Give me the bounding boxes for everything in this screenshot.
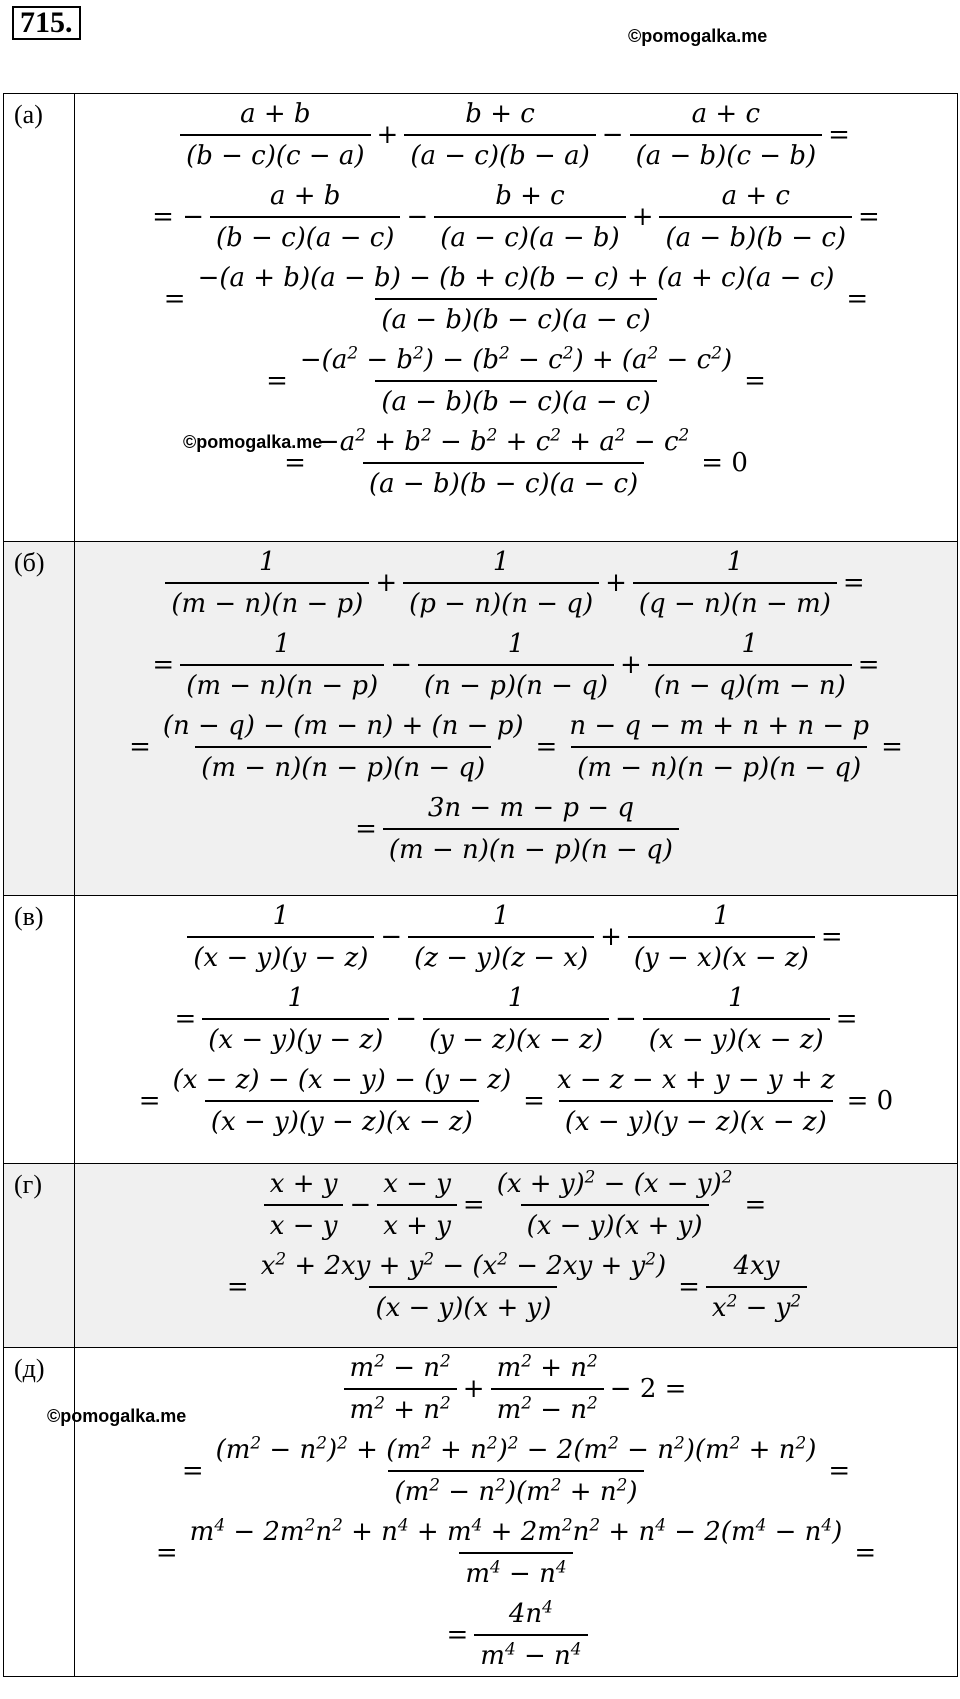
leading-operator: = bbox=[174, 1004, 197, 1034]
fraction bbox=[294, 340, 738, 422]
equation-line bbox=[75, 542, 957, 624]
fraction bbox=[210, 176, 400, 258]
operator: = bbox=[828, 120, 850, 150]
operator: − bbox=[406, 202, 429, 232]
operator: + bbox=[600, 922, 622, 952]
operator: + bbox=[619, 650, 642, 680]
operator: = bbox=[842, 568, 865, 598]
denominator: (m − n)(n − p)(n − q) bbox=[383, 828, 679, 870]
operator: = bbox=[523, 1086, 545, 1116]
operator: + bbox=[375, 568, 398, 598]
numerator: 1 bbox=[287, 983, 305, 1013]
fraction bbox=[167, 1060, 518, 1142]
numerator: $m^2 + n^2$ bbox=[496, 1350, 598, 1383]
leading-operator: = bbox=[284, 448, 306, 478]
denominator: $m^4 - n^4$ bbox=[459, 1552, 572, 1594]
numerator: $-(a^2 - b^2) - (b^2 - c^2) + (a^2 - c^2)$ bbox=[299, 342, 733, 375]
leading-operator: = bbox=[446, 1620, 469, 1650]
denominator: $x^2 - y^2$ bbox=[706, 1286, 807, 1328]
part-label: (д) bbox=[4, 1348, 75, 1677]
fraction bbox=[157, 706, 530, 788]
numerator: a + c bbox=[721, 181, 790, 211]
fraction bbox=[180, 94, 370, 176]
fraction bbox=[633, 542, 837, 624]
equation-line bbox=[75, 1164, 957, 1246]
denominator: (b − c)(a − c) bbox=[210, 216, 400, 258]
denominator: (q − n)(n − m) bbox=[633, 582, 837, 624]
denominator: (x − y)(x + y) bbox=[521, 1204, 709, 1246]
numerator: 1 bbox=[727, 983, 745, 1013]
fraction bbox=[404, 94, 595, 176]
solution-row bbox=[4, 1348, 958, 1677]
operator: + bbox=[462, 1374, 485, 1404]
solution-row bbox=[4, 542, 958, 896]
operator: − bbox=[390, 650, 412, 680]
denominator: (n − q)(m − n) bbox=[648, 664, 852, 706]
numerator: $(x + y)^2 - (x - y)^2$ bbox=[496, 1166, 733, 1199]
denominator: (a − c)(a − b) bbox=[434, 216, 625, 258]
fraction bbox=[344, 1348, 457, 1430]
fraction bbox=[264, 1164, 344, 1246]
equation-line bbox=[75, 1512, 957, 1594]
numerator: 1 bbox=[492, 901, 510, 931]
numerator: $m^2 - n^2$ bbox=[349, 1350, 451, 1383]
numerator: 4xy bbox=[733, 1251, 780, 1281]
solution-row bbox=[4, 1164, 958, 1348]
operator: + bbox=[376, 120, 399, 150]
operator: = bbox=[846, 284, 869, 314]
numerator: $-a^2 + b^2 - b^2 + c^2 + a^2 - c^2$ bbox=[317, 424, 690, 457]
leading-operator: = bbox=[155, 1538, 178, 1568]
fraction bbox=[202, 978, 389, 1060]
equation-line bbox=[75, 94, 957, 176]
leading-operator: = bbox=[226, 1272, 249, 1302]
fraction bbox=[630, 94, 823, 176]
numerator: (x − z) − (x − y) − (y − z) bbox=[172, 1065, 512, 1095]
operator: − bbox=[601, 120, 624, 150]
operator: − bbox=[349, 1190, 372, 1220]
operator: = 0 bbox=[846, 1086, 894, 1116]
numerator: 1 bbox=[741, 629, 759, 659]
operator: − bbox=[380, 922, 403, 952]
watermark-d: ©pomogalka.me bbox=[47, 1406, 187, 1426]
fraction bbox=[491, 1164, 739, 1246]
numerator: 1 bbox=[272, 901, 290, 931]
operator: = 0 bbox=[701, 448, 748, 478]
denominator: (a − b)(b − c) bbox=[659, 216, 852, 258]
numerator: $(m^2 - n^2)^2 + (m^2 + n^2)^2 - 2(m^2 - n^2)(m^2 + n^2)$ bbox=[215, 1432, 817, 1465]
denominator: (x − y)(y − z)(x − z) bbox=[559, 1100, 833, 1142]
operator: − 2 = bbox=[609, 1374, 687, 1404]
denominator: (m − n)(n − p) bbox=[180, 664, 384, 706]
denominator: $m^2 + n^2$ bbox=[344, 1388, 457, 1430]
fraction bbox=[383, 788, 679, 870]
fraction bbox=[192, 258, 841, 340]
denominator: (a − b)(c − b) bbox=[630, 134, 823, 176]
operator: = bbox=[535, 732, 558, 762]
fraction bbox=[434, 176, 625, 258]
fraction bbox=[491, 1348, 604, 1430]
numerator: 1 bbox=[259, 547, 276, 577]
leading-operator: = bbox=[152, 650, 175, 680]
fraction bbox=[563, 706, 875, 788]
fraction bbox=[408, 896, 594, 978]
denominator: (b − c)(c − a) bbox=[180, 134, 370, 176]
leading-operator: = bbox=[163, 284, 186, 314]
denominator: (n − p)(n − q) bbox=[418, 664, 614, 706]
fraction bbox=[210, 1430, 823, 1512]
denominator: (x − y)(x + y) bbox=[369, 1286, 557, 1328]
operator: = bbox=[858, 202, 880, 232]
fraction bbox=[187, 896, 374, 978]
operator: + bbox=[631, 202, 654, 232]
task-number: 715. bbox=[12, 6, 81, 40]
denominator: (z − y)(z − x) bbox=[408, 936, 594, 978]
fraction bbox=[165, 542, 369, 624]
part-solution bbox=[75, 542, 958, 896]
numerator: 1 bbox=[507, 629, 525, 659]
part-solution bbox=[75, 896, 958, 1164]
operator: − bbox=[395, 1004, 418, 1034]
leading-operator: = bbox=[266, 366, 288, 396]
watermark-top: ©pomogalka.me bbox=[628, 26, 768, 46]
part-label: (в) bbox=[4, 896, 75, 1164]
denominator: $(m^2 - n^2)(m^2 + n^2)$ bbox=[388, 1470, 643, 1512]
watermark-a: ©pomogalka.me bbox=[183, 432, 323, 452]
fraction bbox=[659, 176, 852, 258]
operator: − bbox=[614, 1004, 637, 1034]
numerator: 1 bbox=[726, 547, 744, 577]
numerator: $4n^4$ bbox=[508, 1596, 553, 1629]
equation-line bbox=[75, 1246, 957, 1328]
operator: = bbox=[857, 650, 880, 680]
denominator: (x − y)(y − z)(x − z) bbox=[205, 1100, 479, 1142]
numerator: b + c bbox=[495, 181, 565, 211]
operator: = bbox=[828, 1456, 851, 1486]
denominator: (m − n)(n − p)(n − q) bbox=[195, 746, 491, 788]
equation-line bbox=[75, 896, 957, 978]
denominator: (a − c)(b − a) bbox=[404, 134, 595, 176]
fraction bbox=[648, 624, 852, 706]
operator: = bbox=[744, 366, 766, 396]
fraction bbox=[255, 1246, 672, 1328]
solution-table bbox=[3, 93, 958, 1677]
denominator: (y − z)(x − z) bbox=[423, 1018, 609, 1060]
operator: + bbox=[605, 568, 627, 598]
solution-row bbox=[4, 896, 958, 1164]
numerator: 1 bbox=[273, 629, 291, 659]
numerator: x + y bbox=[269, 1169, 338, 1199]
denominator: (a − b)(b − c)(a − c) bbox=[375, 298, 656, 340]
part-label: (а) bbox=[4, 94, 75, 542]
numerator: a + b bbox=[269, 181, 341, 211]
numerator: x − z − x + y − y + z bbox=[556, 1065, 835, 1095]
operator: = bbox=[462, 1190, 485, 1220]
part-label: (б) bbox=[4, 542, 75, 896]
fraction bbox=[403, 542, 599, 624]
numerator: $m^4 - 2m^2n^2 + n^4 + m^4 + 2m^2n^2 + n^4 - 2(m^4 - n^4)$ bbox=[189, 1514, 843, 1547]
fraction bbox=[423, 978, 609, 1060]
fraction bbox=[643, 978, 830, 1060]
equation-line bbox=[75, 1060, 957, 1142]
denominator: $m^2 - n^2$ bbox=[491, 1388, 604, 1430]
denominator: (x − y)(x − z) bbox=[643, 1018, 830, 1060]
part-solution bbox=[75, 94, 958, 542]
denominator: (p − n)(n − q) bbox=[403, 582, 599, 624]
numerator: n − q − m + n + n − p bbox=[569, 711, 870, 741]
operator: = bbox=[835, 1004, 858, 1034]
operator: = bbox=[881, 732, 903, 762]
part-solution bbox=[75, 1164, 958, 1348]
fraction bbox=[184, 1512, 849, 1594]
fraction bbox=[474, 1594, 587, 1676]
numerator: (n − q) − (m − n) + (n − p) bbox=[162, 711, 524, 741]
numerator: a + c bbox=[691, 99, 761, 129]
leading-operator: = bbox=[138, 1086, 161, 1116]
equation-line bbox=[75, 706, 957, 788]
equation-line bbox=[75, 978, 957, 1060]
equation-line bbox=[75, 1594, 957, 1676]
numerator: 1 bbox=[507, 983, 525, 1013]
equation-line bbox=[75, 1430, 957, 1512]
denominator: (m − n)(n − p) bbox=[165, 582, 369, 624]
fraction bbox=[706, 1246, 807, 1328]
leading-operator: = − bbox=[152, 202, 204, 232]
denominator: (m − n)(n − p)(n − q) bbox=[571, 746, 867, 788]
operator: = bbox=[678, 1272, 700, 1302]
operator: = bbox=[744, 1190, 767, 1220]
equation-line bbox=[75, 258, 957, 340]
numerator: x − y bbox=[383, 1169, 451, 1199]
operator: = bbox=[854, 1538, 877, 1568]
numerator: a + b bbox=[240, 99, 311, 129]
denominator: x − y bbox=[264, 1204, 344, 1246]
fraction bbox=[628, 896, 815, 978]
denominator: $m^4 - n^4$ bbox=[474, 1634, 587, 1676]
fraction bbox=[180, 624, 384, 706]
denominator: (y − x)(x − z) bbox=[628, 936, 815, 978]
fraction bbox=[551, 1060, 841, 1142]
denominator: x + y bbox=[377, 1204, 457, 1246]
leading-operator: = bbox=[129, 732, 151, 762]
fraction bbox=[377, 1164, 457, 1246]
denominator: (a − b)(b − c)(a − c) bbox=[375, 380, 656, 422]
operator: = bbox=[820, 922, 843, 952]
equation-line bbox=[75, 340, 957, 422]
equation-line bbox=[75, 176, 957, 258]
equation-line bbox=[75, 788, 957, 870]
numerator: 1 bbox=[713, 901, 730, 931]
numerator: −(a + b)(a − b) − (b + c)(b − c) + (a + c)(a − c) bbox=[197, 263, 835, 293]
fraction bbox=[312, 422, 695, 504]
numerator: $x^2 + 2xy + y^2 - (x^2 - 2xy + y^2)$ bbox=[260, 1248, 667, 1281]
leading-operator: = bbox=[355, 814, 377, 844]
part-label: (г) bbox=[4, 1164, 75, 1348]
leading-operator: = bbox=[181, 1456, 204, 1486]
equation-line bbox=[75, 1348, 957, 1430]
fraction bbox=[418, 624, 614, 706]
denominator: (a − b)(b − c)(a − c) bbox=[363, 462, 644, 504]
denominator: (x − y)(y − z) bbox=[202, 1018, 389, 1060]
solution-row bbox=[4, 94, 958, 542]
part-solution bbox=[75, 1348, 958, 1677]
denominator: (x − y)(y − z) bbox=[187, 936, 374, 978]
equation-line bbox=[75, 624, 957, 706]
numerator: 3n − m − p − q bbox=[427, 793, 634, 823]
numerator: b + c bbox=[465, 99, 535, 129]
numerator: 1 bbox=[492, 547, 510, 577]
